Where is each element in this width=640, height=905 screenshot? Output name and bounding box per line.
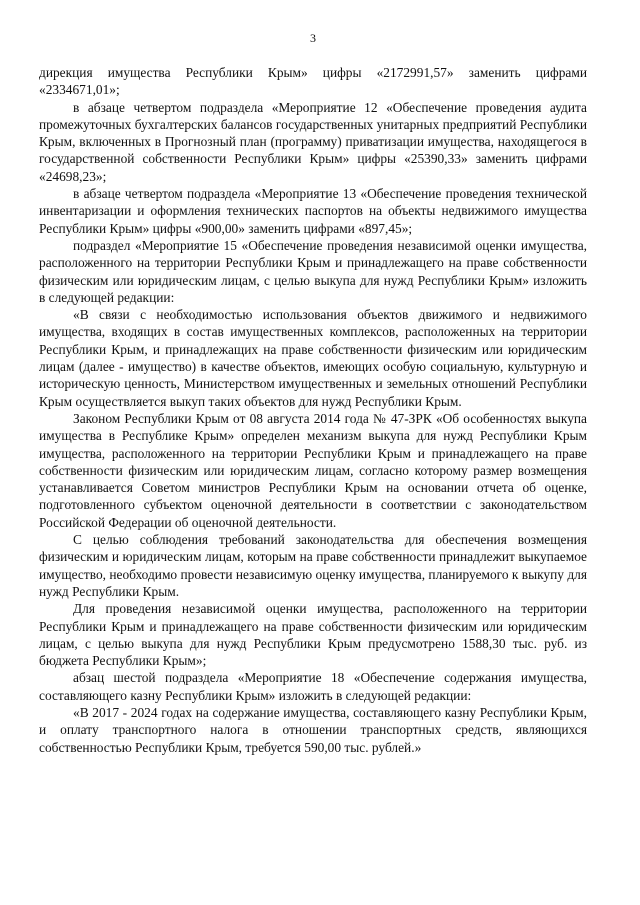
page-number: 3 <box>310 31 316 45</box>
paragraph-event-13: в абзаце четвертом подраздела «Мероприятие 13 «Обеспечение проведения технической инвентаризации и оформления технических паспортов на объекты недвижимого имущества Республики Крым» цифры «900,00» заменить цифрами «897,45»; <box>39 186 587 236</box>
paragraph-event-15-text-4: Для проведения независимой оценки имущества, расположенного на территории Республики Крым и принадлежащего на праве собственности физическим или юридическим лицам, с целью выкупа для нужд Республики Крым предусмотрено 1588,30 тыс. руб. из бюджета Республики Крым»; <box>39 601 587 669</box>
paragraph-continuation: дирекция имущества Республики Крым» цифры «2172991,57» заменить цифрами «2334671,01»; <box>39 65 587 98</box>
paragraph-event-18-text: «В 2017 - 2024 годах на содержание имущества, составляющего казну Республики Крым, и оплату транспортного налога в отношении транспортных средств, являющихся собственностью Республики Крым, требуется 590,00 тыс. рублей.» <box>39 704 587 755</box>
paragraph-event-15-text-1: «В связи с необходимостью использования объектов движимого и недвижимого имущества, входящих в состав имущественных комплексов, расположенных на территории Республики Крым, и принадлежащих на праве собственности физическим или юридическим лицам (далее - имущество) в качестве объектов, имеющих особую социальную, культурную и историческую ценность, Министерством имущественных и земельных отношений Республики Крым осуществляется выкуп таких объектов для нужд Республики Крым. <box>39 307 587 409</box>
document-page <box>39 30 587 756</box>
paragraph-event-15-text-2: Законом Республики Крым от 08 августа 2014 года № 47-ЗРК «Об особенностях выкупа имущества в Республике Крым» определен механизм выкупа для нужд Республики Крым имущества, расположенного на территории Республики Крым и принадлежащего на праве собственности физическим или юридическим лицам, согласно которому размер возмещения устанавливается Советом министров Республики Крым на основании отчета об оценке, подготовленного субъектом оценочной деятельности в соответствии с законодательством Российской Федерации об оценочной деятельности. <box>39 410 587 530</box>
paragraph-event-15-text-3: С целью соблюдения требований законодательства для обеспечения возмещения физическим и юридическим лицам, которым на праве собственности принадлежит выкупаемое имущество, необходимо провести независимую оценку имущества, планируемого к выкупу для нужд Республики Крым. <box>39 532 587 599</box>
paragraph-event-12: в абзаце четвертом подраздела «Мероприятие 12 «Обеспечение проведения аудита промежуточных бухгалтерских балансов государственных унитарных предприятий Республики Крым, включенных в Прогнозный план (программу) приватизации имущества, находящегося в государственной собственности Республики Крым» цифры «25390,33» заменить цифрами «24698,23»; <box>39 99 587 184</box>
paragraph-event-18-heading: абзац шестой подраздела «Мероприятие 18 «Обеспечение содержания имущества, составляющего казну Республики Крым» изложить в следующей редакции: <box>39 670 587 703</box>
paragraph-event-15-heading: подраздел «Мероприятие 15 «Обеспечение проведения независимой оценки имущества, расположенного на территории Республики Крым и принадлежащего на праве собственности физическим или юридическим лицам, с целью выкупа для нужд Республики Крым» изложить в следующей редакции: <box>39 237 587 305</box>
